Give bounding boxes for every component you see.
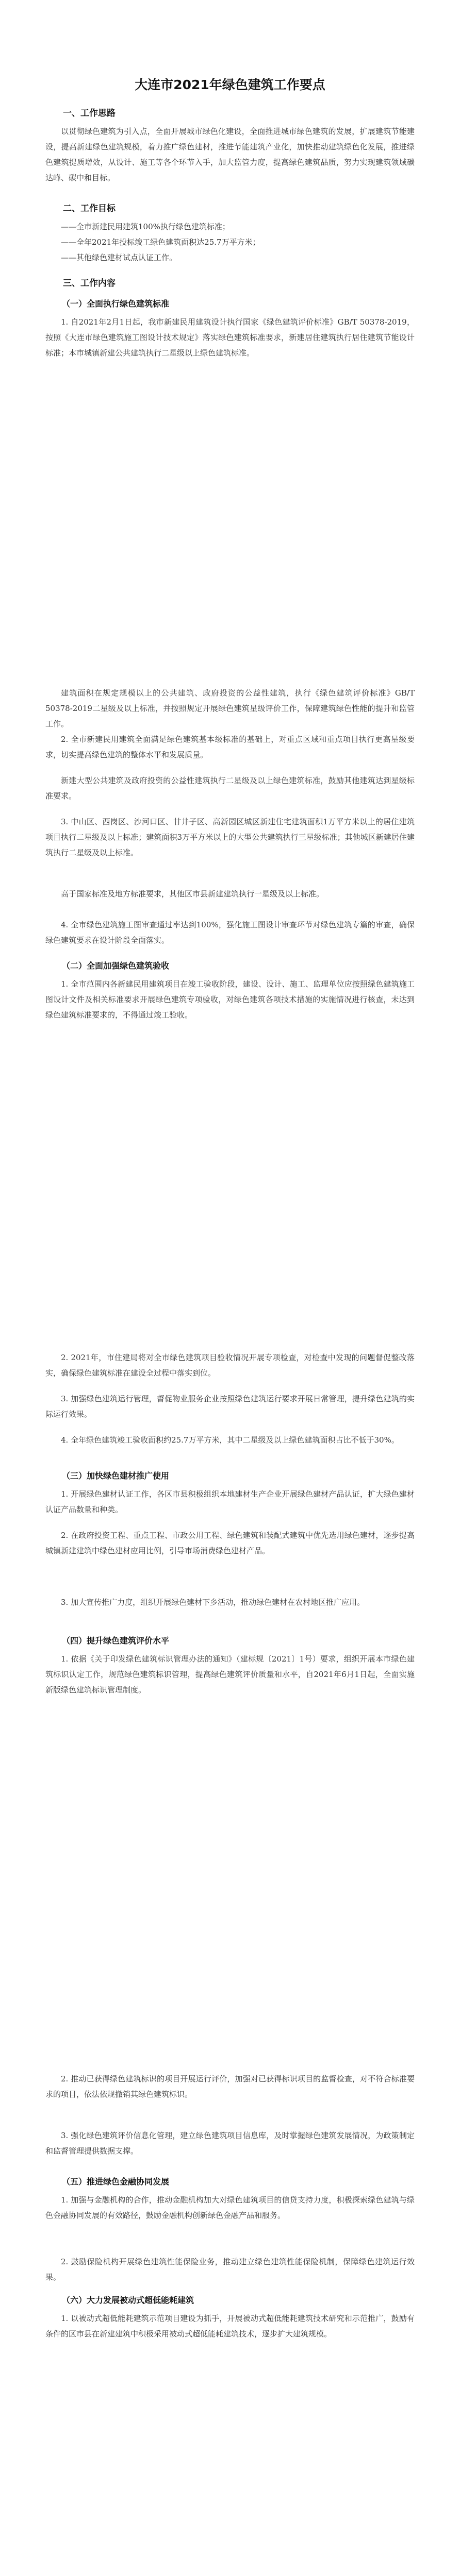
paragraph: 2. 全市新建民用建筑全面满足绿色建筑基本级标准的基础上，对重点区域和重点项目执行更高星级要求，切实提高绿色建筑的整体水平和发展质量。 <box>45 735 415 759</box>
paragraph: 2. 推动已获得绿色建筑标识的项目开展运行评价，加强对已获得标识项目的监督检查，对不符合标准要求的项目，依法依规撤销其绿色建筑标识。 <box>45 2074 415 2099</box>
paragraph: 新建大型公共建筑及政府投资的公益性建筑执行二星级及以上绿色建筑标准，鼓励其他建筑达到星级标准要求。 <box>45 776 415 801</box>
paragraph: 3. 强化绿色建筑评价信息化管理，建立绿色建筑项目信息库，及时掌握绿色建筑发展情况，为政策制定和监督管理提供数据支撑。 <box>45 2131 415 2156</box>
subsection-heading: （六）大力发展被动式超低能耗建筑 <box>62 2295 194 2305</box>
paragraph: 1. 自2021年2月1日起，我市新建民用建筑设计执行国家《绿色建筑评价标准》GB/T 50378-2019，按照《大连市绿色建筑施工图设计技术规定》落实绿色建筑标准要求，新建居住建筑执行居住建筑节能设计标准；本市城镇新建公共建筑执行二星级以上绿色建筑标准。 <box>45 317 415 358</box>
target-item-3: ——其他绿色建材试点认证工作。 <box>61 253 177 262</box>
paragraph: 2. 鼓励保险机构开展绿色建筑性能保险业务，推动建立绿色建筑性能保险机制，保障绿色建筑运行效果。 <box>45 2257 415 2282</box>
paragraph: 高于国家标准及地方标准要求，其他区市县新建建筑执行一星级及以上标准。 <box>61 889 324 899</box>
paragraph: 2. 在政府投资工程、重点工程、市政公用工程、绿色建筑和装配式建筑中优先选用绿色建材，逐步提高城镇新建建筑中绿色建材应用比例，引导市场消费绿色建材产品。 <box>45 1531 415 1555</box>
paragraph: 1. 加强与金融机构的合作，推动金融机构加大对绿色建筑项目的信贷支持力度，积极探索绿色建筑与绿色金融协同发展的有效路径，鼓励金融机构创新绿色金融产品和服务。 <box>45 2195 415 2220</box>
subsection-heading: （一）全面执行绿色建筑标准 <box>62 299 170 309</box>
section-heading-2: 二、工作目标 <box>63 204 116 214</box>
target-item-2: ——全年2021年投标竣工绿色建筑面积达25.7万平方米； <box>61 238 260 247</box>
paragraph: 建筑面积在规定规模以上的公共建筑、政府投资的公益性建筑，执行《绿色建筑评价标准》GB/T 50378-2019二星级及以上标准，并按照规定开展绿色建筑星级评价工作，保障建筑绿色性能的提升和监管工作。 <box>45 688 415 728</box>
paragraph: 4. 全年绿色建筑竣工验收面积约25.7万平方米，其中二星级及以上绿色建筑面积占比不低于30%。 <box>61 1435 399 1445</box>
document-title: 大连市2021年绿色建筑工作要点 <box>135 77 325 92</box>
paragraph: 3. 加大宣传推广力度，组织开展绿色建材下乡活动，推动绿色建材在农村地区推广应用。 <box>61 1598 365 1607</box>
paragraph: 1. 开展绿色建材认证工作，各区市县积极组织本地建材生产企业开展绿色建材产品认证，扩大绿色建材认证产品数量和种类。 <box>45 1489 415 1514</box>
paragraph: 2. 2021年，市住建局将对全市绿色建筑项目验收情况开展专项检查，对检查中发现的问题督促整改落实，确保绿色建筑标准在建设全过程中落实到位。 <box>45 1353 415 1378</box>
paragraph: 3. 中山区、西岗区、沙河口区、甘井子区、高新园区城区新建住宅建筑面积1万平方米以上的居住建筑项目执行二星级及以上标准；建筑面积3万平方米以上的大型公共建筑执行三星级标准；其他城区新建居住建筑执行二星级及以上标准。 <box>45 817 415 857</box>
subsection-heading: （五）推进绿色金融协同发展 <box>62 2177 170 2187</box>
subsection-heading: （三）加快绿色建材推广使用 <box>62 1471 170 1481</box>
section-1-paragraph: 以贯彻绿色建筑为引入点，全面开展城市绿色化建设，全面推进城市绿色建筑的发展，扩展建筑节能建设，提高新建绿色建筑规模，着力推广绿色建材，推进节能建筑产业化，加快推动建筑绿色化发展，推进绿色建筑提质增效，从设计、施工等各个环节入手，加大监管力度，提高绿色建筑品质，努力实现建筑领域碳达峰、碳中和目标。 <box>45 127 415 182</box>
paragraph: 1. 以被动式超低能耗建筑示范项目建设为抓手，开展被动式超低能耗建筑技术研究和示范推广，鼓励有条件的区市县在新建建筑中积极采用被动式超低能耗建筑技术，逐步扩大建筑规模。 <box>45 2314 415 2338</box>
section-heading-3: 三、工作内容 <box>63 278 116 289</box>
section-heading-1: 一、工作思路 <box>63 108 116 118</box>
subsection-heading: （四）提升绿色建筑评价水平 <box>62 1636 170 1646</box>
target-item-1: ——全市新建民用建筑100%执行绿色建筑标准； <box>61 222 230 231</box>
paragraph: 1. 全市范围内各新建民用建筑项目在竣工验收阶段，建设、设计、施工、监理单位应按照绿色建筑施工图设计文件及相关标准要求开展绿色建筑专项验收，对绿色建筑各项技术措施的实施情况进行核查，未达到绿色建筑标准要求的，不得通过竣工验收。 <box>45 979 415 1020</box>
paragraph: 1. 依据《关于印发绿色建筑标识管理办法的通知》（建标规〔2021〕1号）要求，组织开展本市绿色建筑标识认定工作，规范绿色建筑标识管理，提高绿色建筑评价质量和水平，自2021年6月1日起，全面实施新版绿色建筑标识管理制度。 <box>45 1654 415 1694</box>
paragraph: 4. 全市绿色建筑施工图审查通过率达到100%，强化施工图设计审查环节对绿色建筑专篇的审查，确保绿色建筑要求在设计阶段全面落实。 <box>45 920 415 945</box>
paragraph: 3. 加强绿色建筑运行管理，督促物业服务企业按照绿色建筑运行要求开展日常管理，提升绿色建筑的实际运行效果。 <box>45 1394 415 1419</box>
subsection-heading: （二）全面加强绿色建筑验收 <box>62 961 170 971</box>
